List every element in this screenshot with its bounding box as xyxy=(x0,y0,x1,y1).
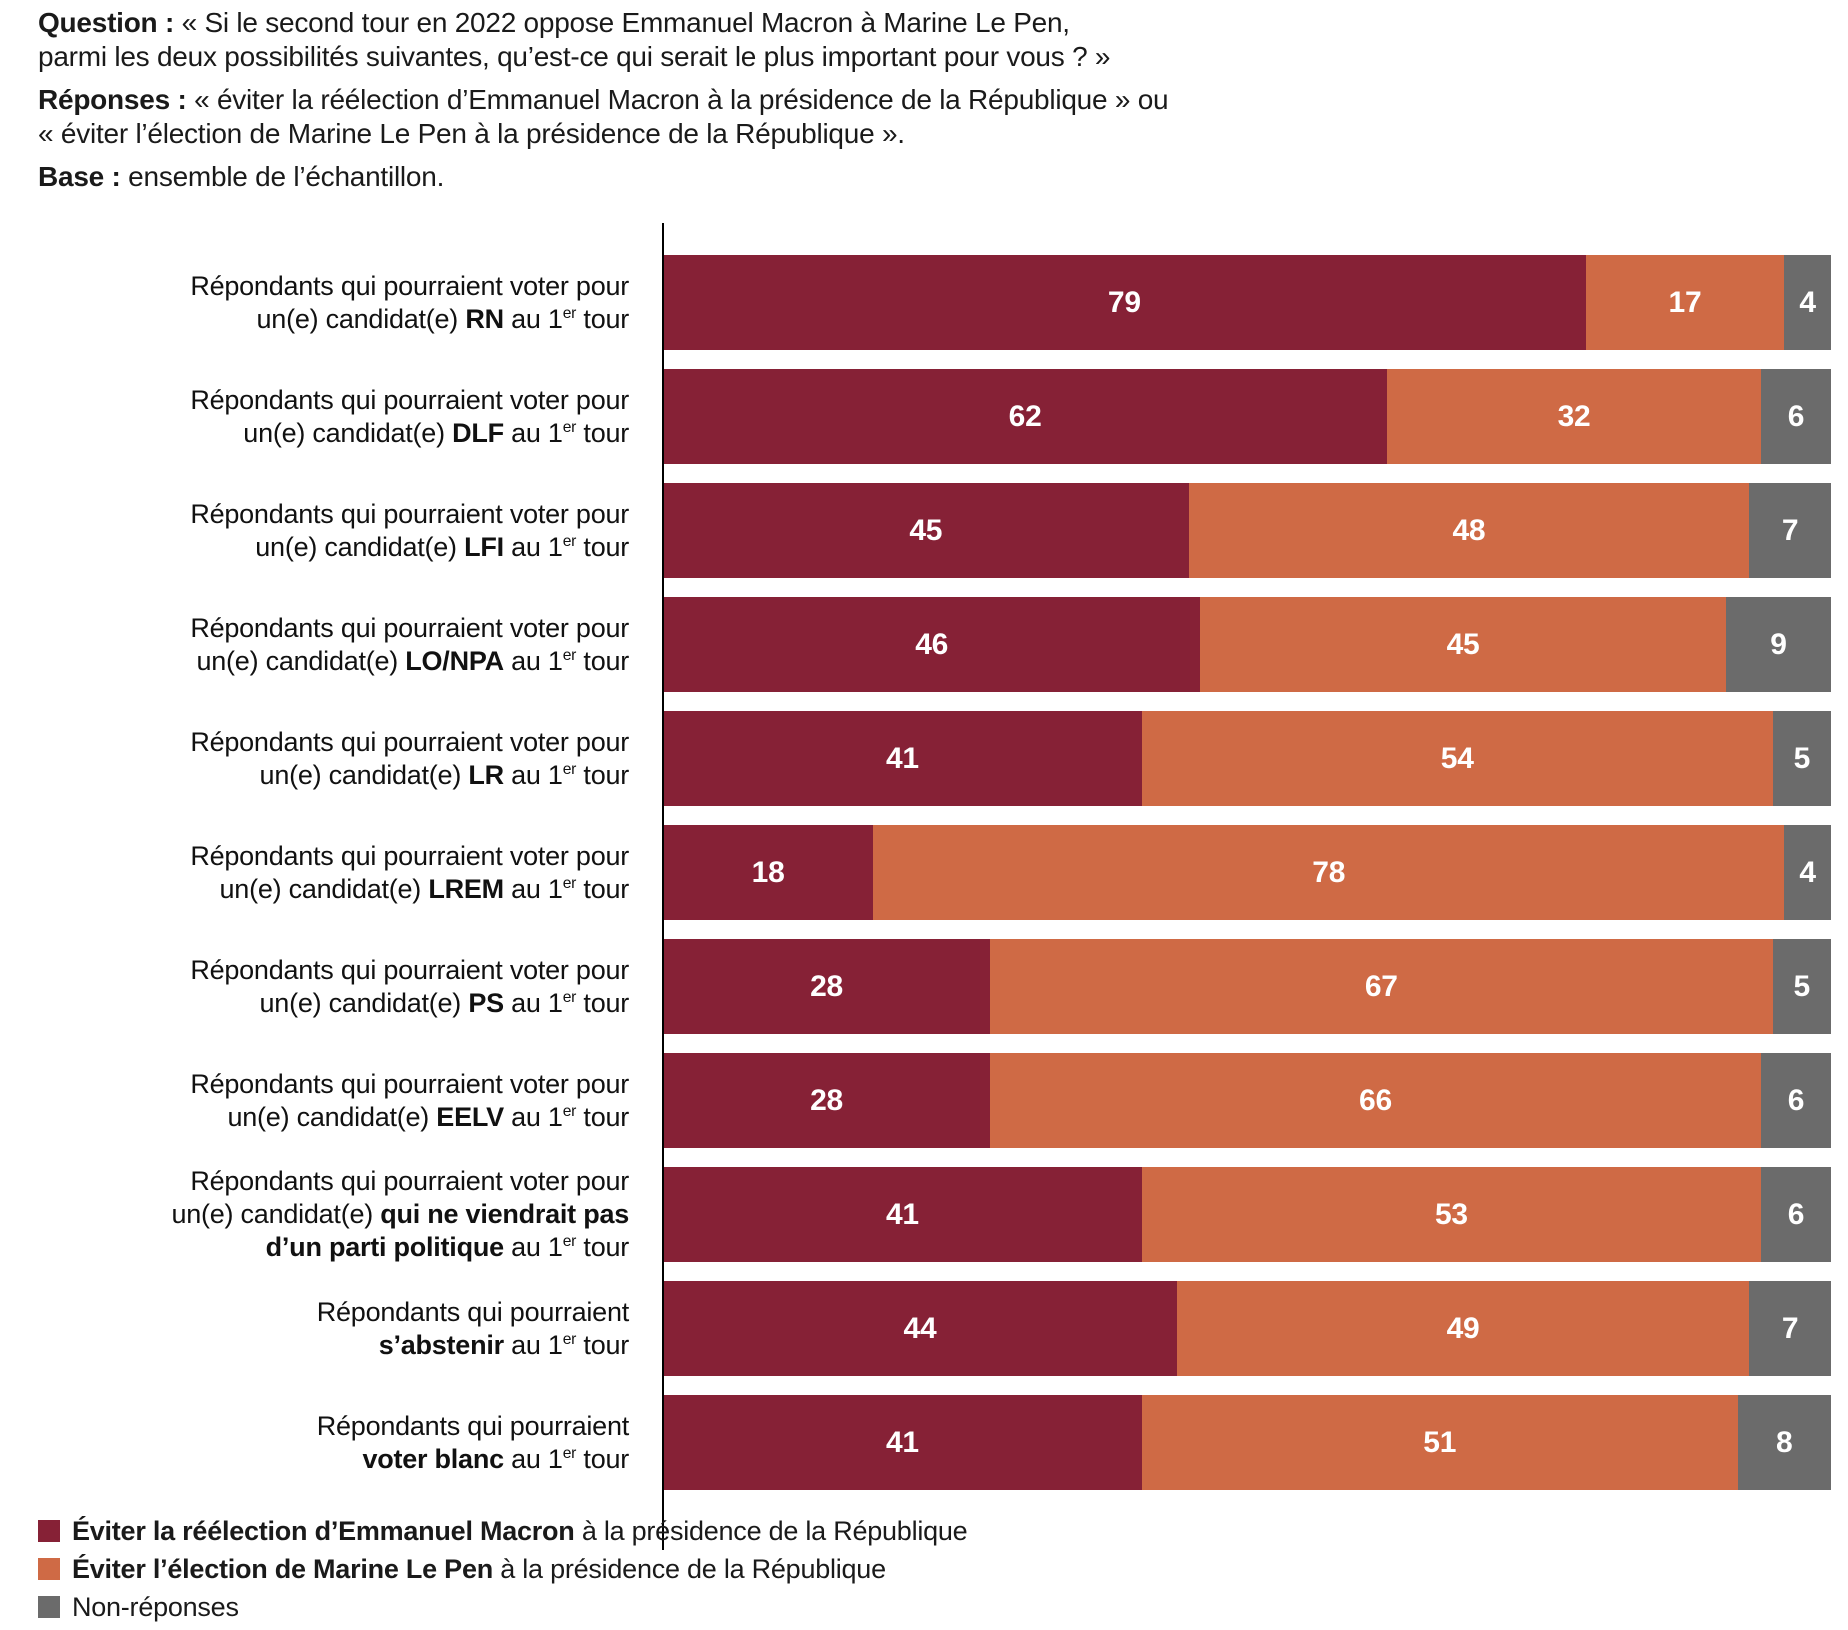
row-label xyxy=(0,1165,663,1264)
bar-value-label: 41 xyxy=(885,1425,919,1459)
bar-segment-lepen xyxy=(1142,1395,1738,1490)
legend-item-nonreponse xyxy=(38,1588,967,1626)
base-label: Base : xyxy=(38,161,121,192)
chart-row xyxy=(0,1053,1848,1148)
label-text: un(e) candidat(e) xyxy=(171,1199,381,1229)
label-bold-text: LREM xyxy=(428,873,504,904)
label-text: Répondants qui pourraient voter pour xyxy=(190,498,629,529)
stacked-bar xyxy=(663,255,1831,350)
row-label-line xyxy=(0,840,629,873)
ordinal-superscript: er xyxy=(562,760,577,778)
bar-segment-lepen xyxy=(990,1053,1761,1148)
legend-swatch xyxy=(38,1596,60,1618)
label-bold-text: LR xyxy=(468,759,504,790)
row-label-line xyxy=(0,1231,629,1264)
legend-label-rest: à la présidence de la République xyxy=(574,1515,968,1546)
label-text: tour xyxy=(576,1101,629,1132)
bar-value-label: 41 xyxy=(885,741,919,775)
chart-row xyxy=(0,825,1848,920)
ordinal-superscript: er xyxy=(562,304,577,322)
row-label-line xyxy=(0,759,629,792)
bar-value-label: 6 xyxy=(1787,1197,1805,1231)
responses-text-line1: « éviter la réélection d’Emmanuel Macron à la présidence de la République » ou xyxy=(194,84,1169,115)
bar-value-label: 66 xyxy=(1359,1083,1392,1117)
label-text: tour xyxy=(576,1443,629,1474)
bar-value-label: 17 xyxy=(1668,285,1702,319)
bar-value-label: 54 xyxy=(1440,741,1474,775)
label-text: un(e) candidat(e) xyxy=(196,645,406,676)
y-axis-line xyxy=(662,223,664,1550)
bar-segment-lepen xyxy=(1586,255,1785,350)
label-text: un(e) candidat(e) xyxy=(259,987,469,1018)
label-text: tour xyxy=(576,417,629,448)
ordinal-superscript: er xyxy=(562,532,577,550)
label-text: Répondants qui pourraient voter pour xyxy=(190,384,629,415)
bar-segment-macron xyxy=(663,255,1586,350)
bar-segment-lepen xyxy=(1200,597,1726,692)
label-text: tour xyxy=(576,1329,629,1360)
chart-row xyxy=(0,711,1848,806)
ordinal-superscript: er xyxy=(562,1233,577,1250)
label-text: au 1 xyxy=(503,873,563,904)
row-label xyxy=(0,954,663,1020)
bar-value-label: 51 xyxy=(1423,1425,1457,1459)
label-text: tour xyxy=(576,1232,629,1262)
responses-text-line2: « éviter l’élection de Marine Le Pen à la présidence de la République ». xyxy=(38,118,905,149)
label-text: Répondants qui pourraient voter pour xyxy=(190,840,629,871)
bar-value-label: 45 xyxy=(909,513,943,547)
label-bold-text: LFI xyxy=(464,531,504,562)
bar-segment-nonreponse xyxy=(1773,711,1831,806)
legend-item-macron xyxy=(38,1512,967,1550)
bar-value-label: 8 xyxy=(1776,1425,1793,1459)
row-label-line xyxy=(0,531,629,564)
label-bold-text: LO/NPA xyxy=(405,645,504,676)
label-bold-text: voter blanc xyxy=(362,1443,504,1474)
bar-segment-nonreponse xyxy=(1761,369,1831,464)
chart-row xyxy=(0,939,1848,1034)
chart-rows xyxy=(0,223,1848,1490)
label-text: Répondants qui pourraient voter pour xyxy=(190,1166,629,1196)
bar-value-label: 7 xyxy=(1781,513,1799,547)
bar-segment-macron xyxy=(663,711,1142,806)
label-text: au 1 xyxy=(503,417,563,448)
legend-label-bold: Éviter l’élection de Marine Le Pen xyxy=(72,1553,493,1584)
label-text: au 1 xyxy=(503,987,563,1018)
label-bold-text: s’abstenir xyxy=(378,1329,504,1360)
bar-segment-macron xyxy=(663,597,1200,692)
bar-value-label: 48 xyxy=(1452,513,1486,547)
base-paragraph xyxy=(38,160,1798,194)
bar-value-label: 6 xyxy=(1787,399,1805,433)
label-text: au 1 xyxy=(503,759,563,790)
row-label-line xyxy=(0,1443,629,1476)
bar-segment-nonreponse xyxy=(1773,939,1831,1034)
stacked-bar xyxy=(663,1053,1831,1148)
stacked-bar xyxy=(663,369,1831,464)
label-text: Répondants qui pourraient voter pour xyxy=(190,612,629,643)
stacked-bar xyxy=(663,483,1831,578)
bar-value-label: 49 xyxy=(1446,1311,1480,1345)
responses-paragraph xyxy=(38,83,1798,151)
label-bold-text: RN xyxy=(465,303,504,334)
label-bold-text: EELV xyxy=(436,1101,504,1132)
bar-value-label: 4 xyxy=(1799,855,1816,889)
bar-value-label: 18 xyxy=(751,855,785,889)
question-text-line2: parmi les deux possibilités suivantes, qu’est-ce qui serait le plus important pour vous ? » xyxy=(38,41,1111,72)
row-label xyxy=(0,840,663,906)
bar-value-label: 53 xyxy=(1434,1197,1468,1231)
bar-value-label: 46 xyxy=(915,627,949,661)
bar-value-label: 41 xyxy=(885,1197,919,1231)
row-label xyxy=(0,270,663,336)
row-label-line xyxy=(0,645,629,678)
ordinal-superscript: er xyxy=(562,1330,577,1348)
bar-value-label: 28 xyxy=(810,1083,843,1117)
row-label-line xyxy=(0,987,629,1020)
row-label-line xyxy=(0,1410,629,1443)
label-text: Répondants qui pourraient voter pour xyxy=(190,270,629,301)
bar-segment-macron xyxy=(663,1167,1142,1262)
label-text: tour xyxy=(576,759,629,790)
ordinal-superscript: er xyxy=(562,418,577,436)
label-text: tour xyxy=(576,531,629,562)
stacked-bar xyxy=(663,939,1831,1034)
label-text: un(e) candidat(e) xyxy=(219,873,429,904)
bar-value-label: 45 xyxy=(1446,627,1480,661)
bar-segment-nonreponse xyxy=(1784,825,1831,920)
chart-row xyxy=(0,597,1848,692)
bar-value-label: 67 xyxy=(1364,969,1398,1003)
bar-segment-macron xyxy=(663,483,1189,578)
bar-value-label: 44 xyxy=(903,1311,937,1345)
bar-segment-lepen xyxy=(990,939,1773,1034)
label-bold-text: DLF xyxy=(452,417,504,448)
chart-row xyxy=(0,255,1848,350)
row-label xyxy=(0,612,663,678)
bar-segment-macron xyxy=(663,1395,1142,1490)
row-label xyxy=(0,498,663,564)
legend-swatch xyxy=(38,1520,60,1542)
bar-value-label: 79 xyxy=(1107,285,1141,319)
bar-value-label: 7 xyxy=(1781,1311,1799,1345)
label-text: un(e) candidat(e) xyxy=(227,1101,437,1132)
stacked-bar xyxy=(663,597,1831,692)
row-label-line xyxy=(0,1198,629,1231)
bar-segment-macron xyxy=(663,1281,1177,1376)
header xyxy=(38,6,1798,203)
stacked-bar xyxy=(663,1167,1831,1262)
bar-value-label: 5 xyxy=(1793,969,1810,1003)
stacked-bar xyxy=(663,711,1831,806)
bar-value-label: 62 xyxy=(1008,399,1042,433)
chart-row xyxy=(0,483,1848,578)
ordinal-superscript: er xyxy=(562,874,577,892)
responses-label: Réponses : xyxy=(38,84,187,115)
row-label-line xyxy=(0,384,629,417)
row-label xyxy=(0,726,663,792)
label-text: un(e) candidat(e) xyxy=(259,759,469,790)
row-label-line xyxy=(0,1068,629,1101)
label-text: au 1 xyxy=(503,1329,563,1360)
bar-segment-nonreponse xyxy=(1749,1281,1831,1376)
bar-value-label: 78 xyxy=(1312,855,1346,889)
bar-value-label: 5 xyxy=(1793,741,1811,775)
label-text: au 1 xyxy=(503,1101,563,1132)
ordinal-superscript: er xyxy=(562,988,577,1006)
bar-segment-nonreponse xyxy=(1761,1167,1831,1262)
row-label-line xyxy=(0,498,629,531)
chart-row xyxy=(0,1395,1848,1490)
label-text: au 1 xyxy=(503,1232,563,1262)
label-text: au 1 xyxy=(503,1443,563,1474)
ordinal-superscript: er xyxy=(562,1102,577,1120)
row-label-line xyxy=(0,417,629,450)
label-text: un(e) candidat(e) xyxy=(255,531,465,562)
row-label-line xyxy=(0,612,629,645)
label-text: au 1 xyxy=(503,531,563,562)
legend-label-rest: Non-réponses xyxy=(72,1591,239,1622)
label-text: Répondants qui pourraient voter pour xyxy=(190,1068,629,1099)
legend-label-bold: Éviter la réélection d’Emmanuel Macron xyxy=(72,1515,575,1546)
row-label-line xyxy=(0,1296,629,1329)
bar-segment-macron xyxy=(663,939,990,1034)
label-text: Répondants qui pourraient xyxy=(316,1296,629,1327)
label-bold-text: qui ne viendrait pas xyxy=(380,1199,629,1229)
bar-value-label: 9 xyxy=(1770,627,1787,661)
stacked-bar xyxy=(663,825,1831,920)
chart-row xyxy=(0,369,1848,464)
stacked-bar xyxy=(663,1395,1831,1490)
row-label-line xyxy=(0,726,629,759)
row-label-line xyxy=(0,873,629,906)
row-label-line xyxy=(0,303,629,336)
legend xyxy=(38,1512,967,1626)
stacked-bar-chart xyxy=(0,223,1848,1490)
bar-segment-lepen xyxy=(1387,369,1761,464)
question-label: Question : xyxy=(38,7,175,38)
bar-segment-nonreponse xyxy=(1738,1395,1831,1490)
row-label-line xyxy=(0,1165,629,1198)
chart-row xyxy=(0,1167,1848,1262)
row-label xyxy=(0,1296,663,1362)
bar-segment-macron xyxy=(663,1053,990,1148)
question-paragraph xyxy=(38,6,1798,74)
label-bold-text: d’un parti politique xyxy=(265,1232,504,1262)
row-label-line xyxy=(0,954,629,987)
row-label xyxy=(0,1068,663,1134)
label-text: Répondants qui pourraient xyxy=(316,1410,629,1441)
bar-segment-lepen xyxy=(1142,711,1773,806)
label-text: au 1 xyxy=(503,303,563,334)
bar-segment-lepen xyxy=(1177,1281,1749,1376)
label-text: tour xyxy=(576,873,629,904)
stacked-bar xyxy=(663,1281,1831,1376)
label-text: tour xyxy=(576,645,629,676)
bar-segment-macron xyxy=(663,825,873,920)
ordinal-superscript: er xyxy=(562,646,577,664)
bar-segment-macron xyxy=(663,369,1387,464)
ordinal-superscript: er xyxy=(562,1444,577,1462)
legend-item-lepen xyxy=(38,1550,967,1588)
bar-value-label: 28 xyxy=(810,969,843,1003)
question-text-line1: « Si le second tour en 2022 oppose Emmanuel Macron à Marine Le Pen, xyxy=(181,7,1070,38)
label-bold-text: PS xyxy=(468,987,504,1018)
label-text: tour xyxy=(576,303,629,334)
row-label xyxy=(0,384,663,450)
bar-value-label: 4 xyxy=(1799,285,1816,319)
bar-value-label: 32 xyxy=(1557,399,1591,433)
legend-swatch xyxy=(38,1558,60,1580)
chart-row xyxy=(0,1281,1848,1376)
bar-segment-nonreponse xyxy=(1784,255,1831,350)
row-label-line xyxy=(0,1101,629,1134)
bar-value-label: 6 xyxy=(1787,1083,1805,1117)
base-text: ensemble de l’échantillon. xyxy=(128,161,445,192)
bar-segment-lepen xyxy=(1142,1167,1761,1262)
bar-segment-lepen xyxy=(1189,483,1750,578)
legend-label-rest: à la présidence de la République xyxy=(492,1553,886,1584)
row-label xyxy=(0,1410,663,1476)
label-text: un(e) candidat(e) xyxy=(256,303,466,334)
label-text: au 1 xyxy=(503,645,563,676)
bar-segment-nonreponse xyxy=(1749,483,1831,578)
bar-segment-lepen xyxy=(873,825,1784,920)
label-text: Répondants qui pourraient voter pour xyxy=(190,726,629,757)
row-label-line xyxy=(0,270,629,303)
label-text: un(e) candidat(e) xyxy=(243,417,453,448)
row-label-line xyxy=(0,1329,629,1362)
bar-segment-nonreponse xyxy=(1761,1053,1831,1148)
bar-segment-nonreponse xyxy=(1726,597,1831,692)
label-text: Répondants qui pourraient voter pour xyxy=(190,954,629,985)
label-text: tour xyxy=(576,987,629,1018)
